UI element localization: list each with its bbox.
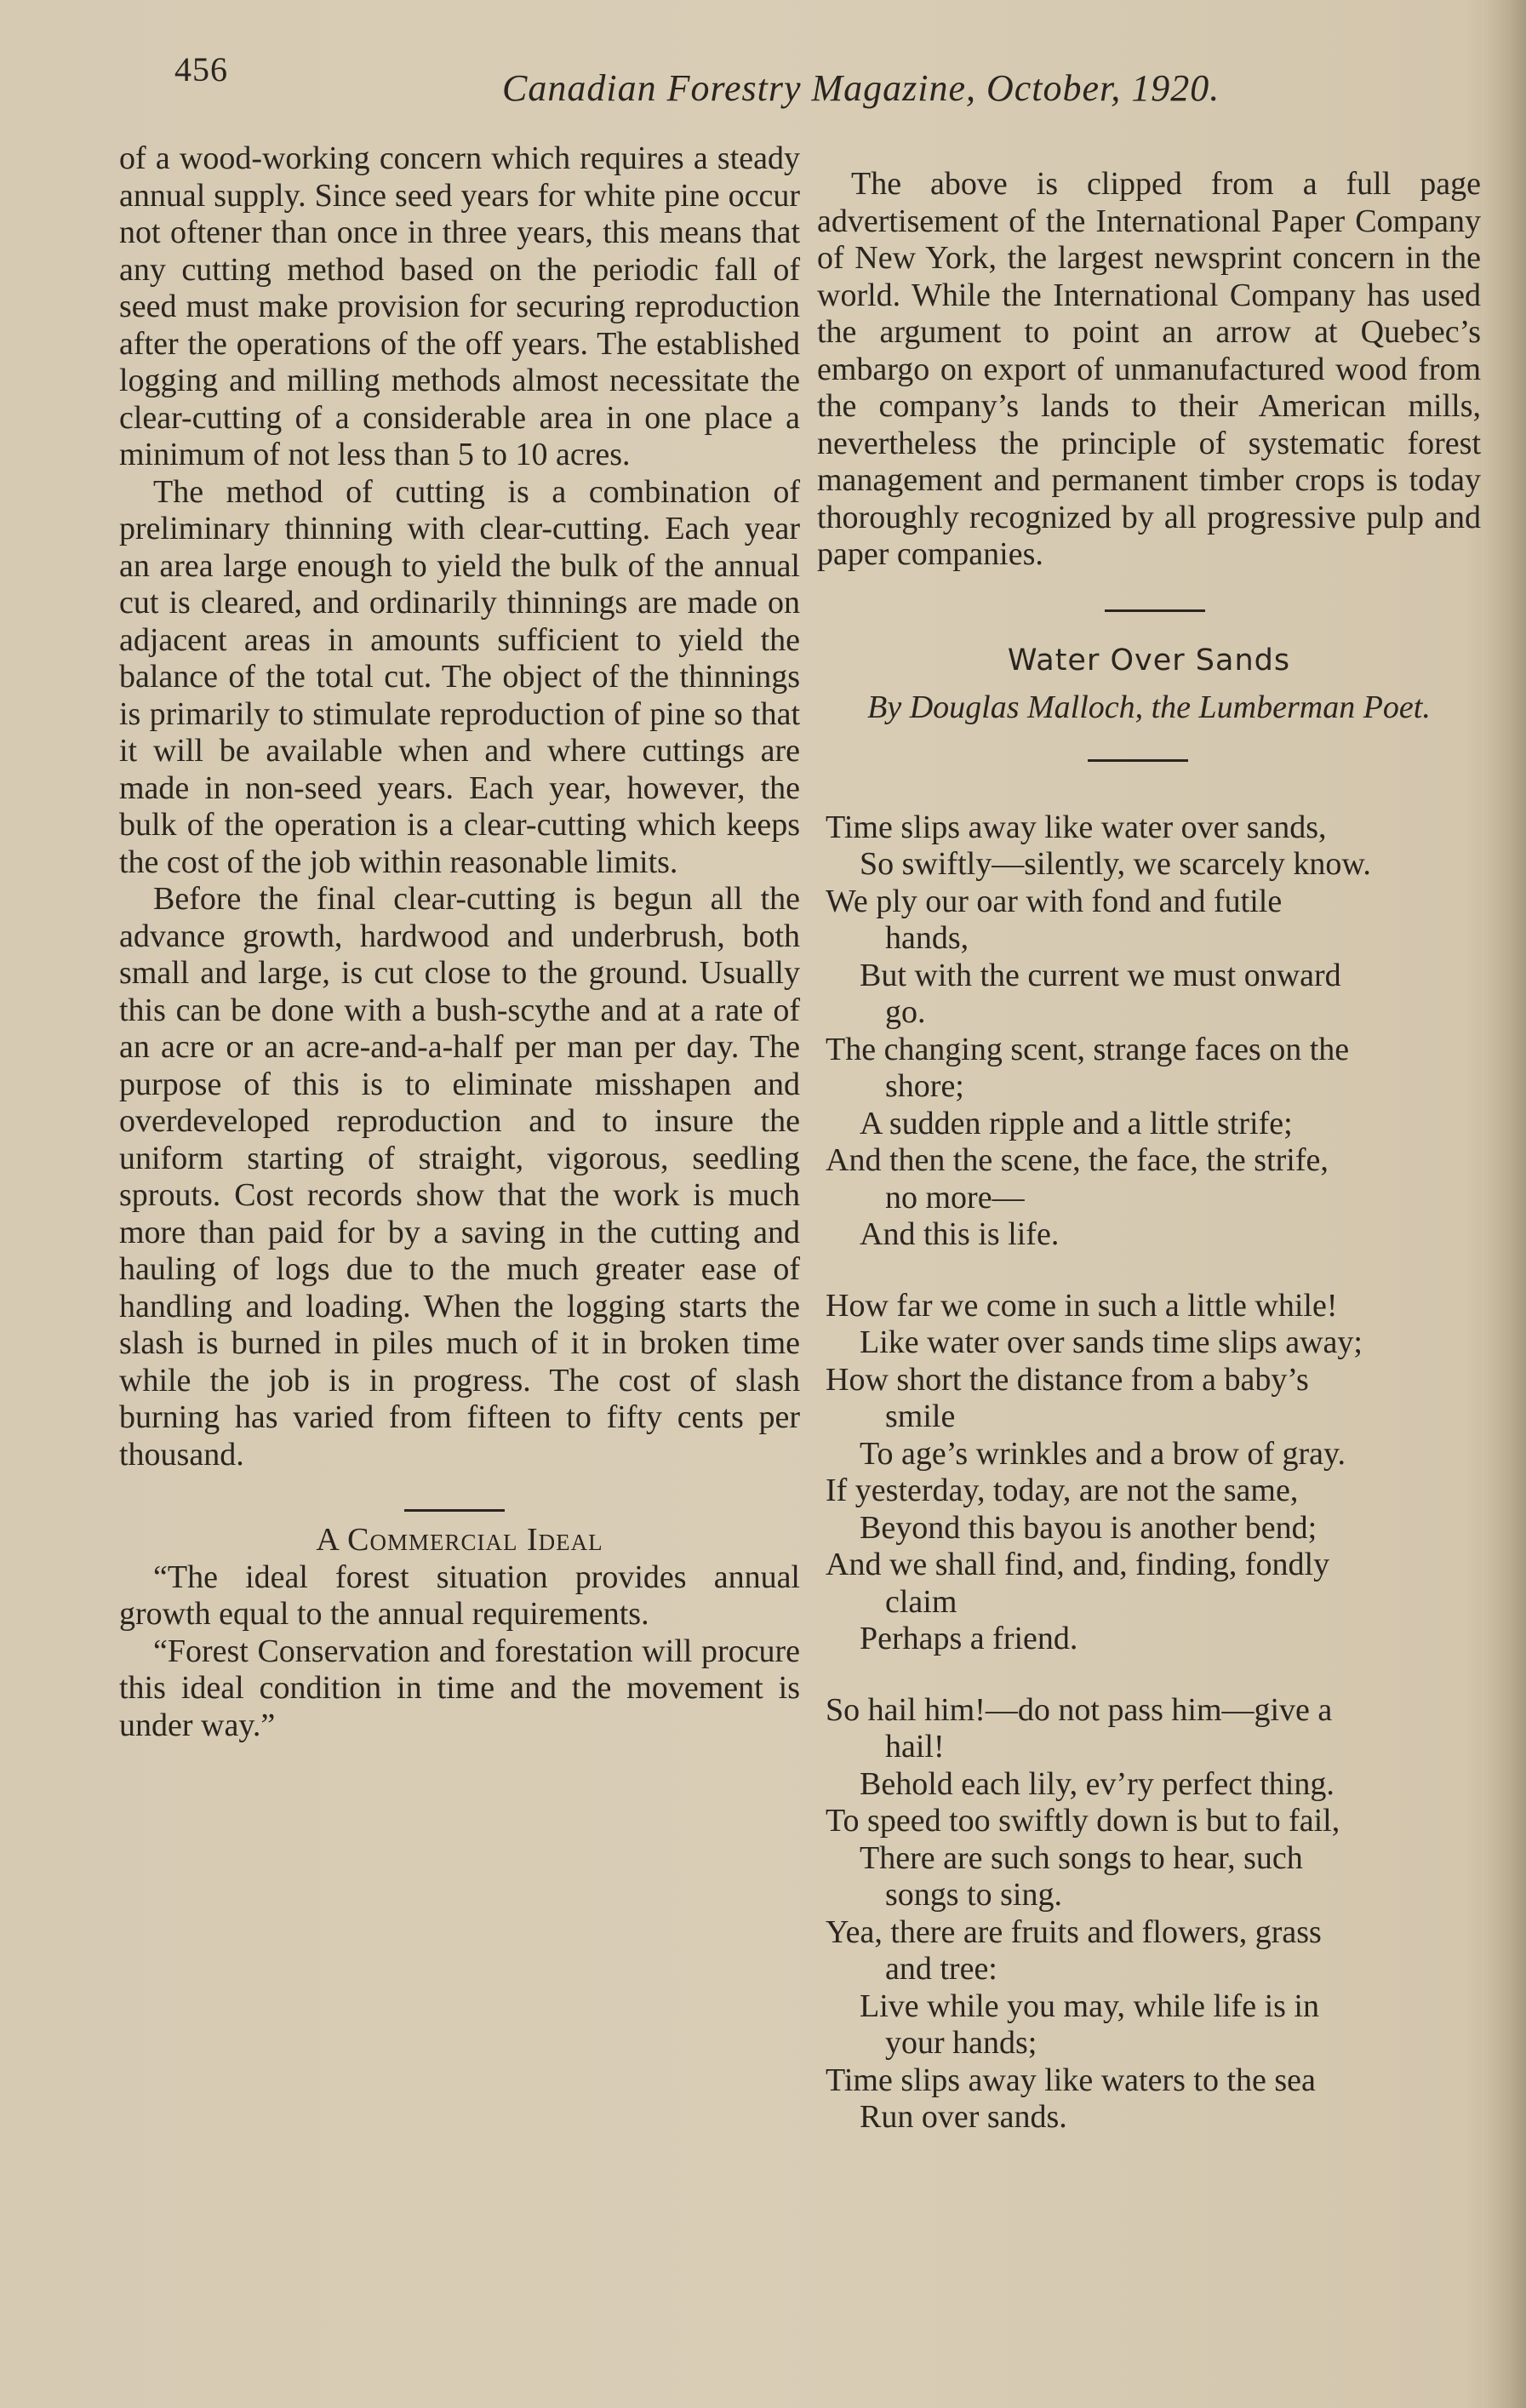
poem-stanza <box>817 809 1481 1254</box>
poem-line: and tree: <box>885 1951 997 1987</box>
poem-line: your hands; <box>885 2025 1037 2061</box>
poem-line: And we shall find, and, finding, fondly <box>826 1547 1330 1582</box>
poem-line: Behold each lily, ev’ry perfect thing. <box>860 1765 1335 1802</box>
section-divider <box>1088 759 1188 762</box>
poem-line: How short the distance from a baby’s <box>826 1361 1309 1398</box>
poem-line: no more— <box>885 1179 1025 1215</box>
poem-line: To speed too swiftly down is but to fail, <box>826 1803 1340 1839</box>
running-title: Canadian Forestry Magazine, October, 1920. <box>502 67 1220 109</box>
paragraph: of a wood-working concern which requires a steady annual supply. Since seed years for white pine occur not oftener than once in three years, this means that any cutting method based on the periodic fall of seed must make provision for securing reproduction after the operations of the off years. The established logging and milling methods almost necessitate the clear-cutting of a considerable area in one place a minimum of not less than 5 to 10 acres. <box>119 140 800 472</box>
poem-line: To age’s wrinkles and a brow of gray. <box>860 1435 1346 1472</box>
section-divider <box>1105 609 1205 612</box>
poem-line: A sudden ripple and a little strife; <box>860 1105 1293 1141</box>
poem-line: So swiftly—silently, we scarcely know. <box>860 846 1371 882</box>
poem-line: And this is life. <box>860 1216 1060 1252</box>
poem-line: hail! <box>885 1729 945 1765</box>
poem-byline: By Douglas Malloch, the Lumberman Poet. <box>867 689 1431 725</box>
poem-line: There are such songs to hear, such <box>860 1839 1303 1876</box>
poem-line: hands, <box>885 920 969 956</box>
poem-line: Time slips away like waters to the sea <box>826 2062 1316 2098</box>
page-number: 456 <box>174 50 228 89</box>
poem-line: smile <box>885 1398 956 1434</box>
right-column <box>817 166 1481 2171</box>
poem-line: But with the current we must onward <box>860 957 1341 993</box>
poem-line: go. <box>885 994 926 1030</box>
poem <box>817 809 1481 2136</box>
paragraph: The method of cutting is a combination of preliminary thinning with clear-cutting. Each year an area large enough to yield the bulk of the annual cut is cleared, and ordinarily thinnings are made on adjacent areas in amounts sufficient to yield the balance of the total cut. The object of the thinnings is primarily to stimulate reproduction of pine so that it will be available when and where cuttings are made in non-seed years. Each year, however, the bulk of the operation is a clear-cutting which keeps the cost of the job within reasonable limits. <box>119 473 800 880</box>
poem-stanza <box>817 1288 1481 1658</box>
poem-line: claim <box>885 1583 957 1620</box>
poem-title: Water Over Sands <box>1007 643 1291 678</box>
poem-line: Yea, there are fruits and flowers, grass <box>826 1913 1322 1950</box>
poem-line: Perhaps a friend. <box>860 1621 1078 1656</box>
poem-line: So hail him!—do not pass him—give a <box>826 1691 1333 1728</box>
poem-stanza <box>817 1692 1481 2136</box>
poem-line: How far we come in such a little while! <box>826 1287 1338 1324</box>
poem-line: If yesterday, today, are not the same, <box>826 1473 1299 1508</box>
poem-line: Like water over sands time slips away; <box>860 1324 1363 1360</box>
section-heading: A Commercial Ideal <box>316 1522 603 1558</box>
page-edge <box>1482 0 1526 2408</box>
quote-paragraph: “Forest Conservation and forestation will procure this ideal condition in time and the movement is under way.” <box>119 1633 800 1743</box>
poem-line: The changing scent, strange faces on the <box>826 1031 1350 1067</box>
poem-line: Run over sands. <box>860 2099 1067 2135</box>
poem-line: And then the scene, the face, the strife, <box>826 1142 1329 1178</box>
poem-line: shore; <box>885 1068 964 1104</box>
poem-line: Beyond this bayou is another bend; <box>860 1509 1317 1546</box>
poem-line: Time slips away like water over sands, <box>826 809 1327 845</box>
poem-line: We ply our oar with fond and futile <box>826 883 1283 919</box>
poem-line: songs to sing. <box>885 1877 1062 1913</box>
paragraph: The above is clipped from a full page advertisement of the International Paper Company of New York, the largest newsprint concern in the world. While the International Company has used the argument to point an arrow at Quebec’s embargo on export of unmanufactured wood from the company’s lands to their American mills, nevertheless the principle of systematic forest management and permanent timber crops is today thoroughly recognized by all progressive pulp and paper companies. <box>817 166 1481 572</box>
quote-paragraph: “The ideal forest situation provides annual growth equal to the annual requirements. <box>119 1559 800 1632</box>
section-divider <box>404 1509 505 1512</box>
paragraph: Before the final clear-cutting is begun all the advance growth, hardwood and underbrush, both small and large, is cut close to the ground. Usually this can be done with a bush-scythe and at a rate of an acre or an acre-and-a-half per man per day. The purpose of this is to eliminate misshapen and overdeveloped reproduction and to insure the uniform starting of straight, vigorous, seedling sprouts. Cost records show that the work is much more than paid for by a saving in the cutting and hauling of logs due to the much greater ease of handling and loading. When the logging starts the slash is burned in piles much of it in broken time while the job is in progress. The cost of slash burning has varied from fifteen to fifty cents per thousand. <box>119 881 800 1473</box>
poem-line: Live while you may, while life is in <box>860 1988 1319 2024</box>
left-column <box>119 140 800 1744</box>
